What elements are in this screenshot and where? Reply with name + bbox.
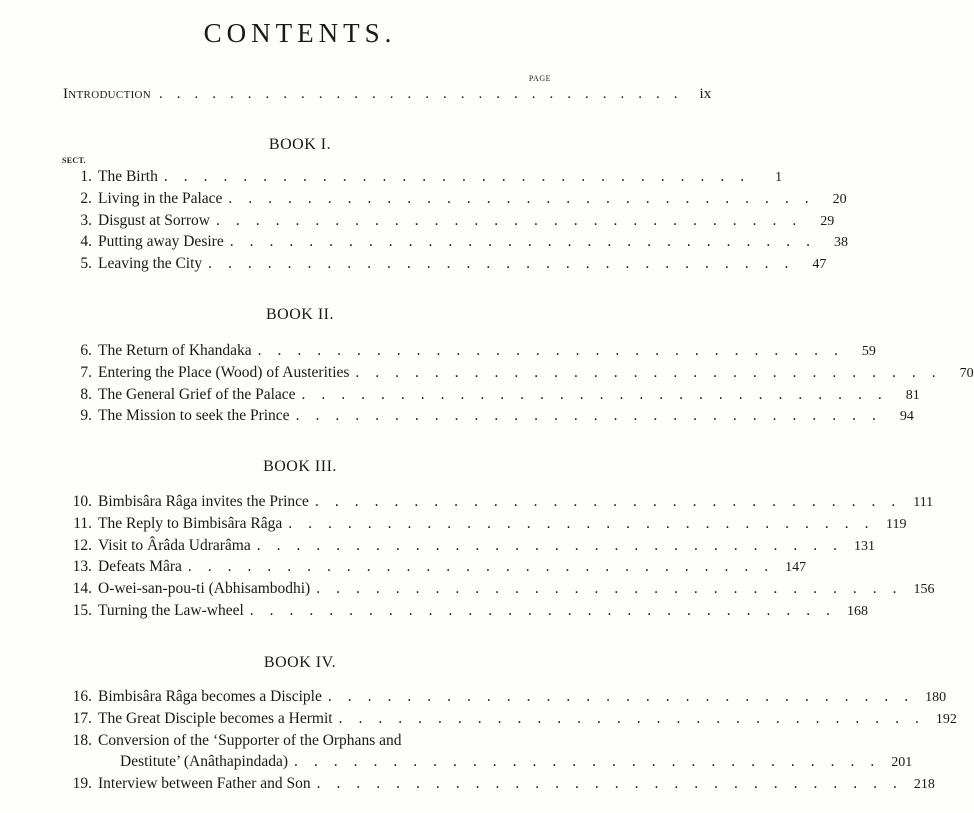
entry-title: Visit to Ârâda Udrarâma — [98, 536, 251, 554]
toc-entry[interactable] — [62, 166, 783, 188]
toc-entry[interactable] — [62, 231, 848, 253]
entry-title: Interview between Father and Son — [98, 775, 311, 793]
dot-leader: .............................. — [249, 601, 847, 619]
toc-entry[interactable] — [62, 708, 957, 730]
entry-page: 20 — [832, 191, 847, 207]
entry-title: Living in the Palace — [98, 189, 223, 207]
entry-title: The Reply to Bimbisâra Râga — [98, 514, 283, 532]
book-3-entries — [62, 491, 935, 622]
entry-title: Turning the Law-wheel — [98, 601, 244, 619]
dot-leader: .............................. — [208, 255, 805, 273]
toc-entry[interactable] — [62, 405, 914, 427]
dot-leader: .............................. — [314, 493, 912, 510]
dot-leader: .............................. — [338, 709, 935, 727]
toc-entry[interactable] — [62, 384, 920, 406]
entry-number: 10. — [72, 493, 92, 510]
dot-leader: .............................. — [228, 189, 825, 207]
toc-entry[interactable] — [62, 730, 550, 752]
section-column-label: SECT. — [62, 156, 86, 165]
entry-number: 7. — [80, 363, 92, 381]
entry-number: 14. — [72, 580, 92, 598]
toc-entry[interactable] — [62, 362, 974, 384]
entry-number: 8. — [80, 385, 92, 403]
entry-number: 5. — [80, 255, 92, 273]
entry-title: Destitute’ (Anâthapindada) — [120, 753, 288, 771]
dot-leader: .............................. — [355, 363, 952, 381]
dot-leader: .............................. — [163, 168, 761, 185]
entry-page: 81 — [905, 387, 920, 403]
book-4-entries — [62, 686, 957, 795]
entry-page: 180 — [925, 690, 947, 705]
entry-title: The General Grief of the Palace — [98, 385, 296, 403]
page-title: CONTENTS. — [203, 18, 397, 48]
toc-entry-introduction[interactable] — [63, 86, 712, 103]
entry-page: 131 — [853, 538, 875, 554]
dot-leader: .............................. — [229, 233, 826, 251]
book-heading: BOOK IV. — [263, 654, 337, 671]
toc-entry[interactable] — [62, 600, 869, 622]
toc-entry[interactable] — [62, 188, 847, 210]
entry-page: 111 — [913, 495, 934, 510]
book-2-entries — [62, 340, 974, 427]
entry-page: 1 — [775, 170, 783, 185]
entry-page: 147 — [785, 560, 807, 576]
entry-page: 192 — [935, 711, 957, 727]
entry-number: 1. — [80, 168, 92, 185]
page-column-label: PAGE — [528, 74, 551, 83]
entry-title: Entering the Place (Wood) of Austerities — [98, 363, 350, 381]
dot-leader: .............................. — [294, 753, 891, 771]
book-heading: BOOK I. — [268, 136, 332, 153]
toc-entry[interactable] — [62, 556, 807, 578]
toc-entry[interactable] — [62, 491, 934, 513]
entry-number: 16. — [72, 688, 92, 705]
entry-number: 11. — [73, 514, 92, 532]
entry-number: 3. — [80, 211, 92, 229]
entry-number: 12. — [72, 536, 92, 554]
entry-page: 218 — [913, 777, 935, 793]
toc-entry[interactable] — [62, 513, 907, 535]
entry-page: 168 — [847, 603, 869, 619]
toc-entry[interactable] — [62, 253, 827, 275]
toc-entry[interactable] — [62, 340, 876, 362]
entry-title: Conversion of the ‘Supporter of the Orphans and — [98, 731, 402, 749]
toc-entry-continuation[interactable] — [62, 751, 913, 773]
entry-title: The Return of Khandaka — [98, 342, 252, 359]
entry-title: Leaving the City — [98, 255, 203, 273]
entry-number: 17. — [72, 709, 92, 727]
entry-title: O-wei-san-pou-ti (Abhisambodhi) — [98, 580, 311, 598]
dot-leader: .............................. — [295, 407, 892, 425]
entry-page: 47 — [812, 257, 827, 273]
entry-title: Bimbisâra Râga becomes a Disciple — [98, 688, 322, 705]
entry-page: 156 — [913, 582, 935, 598]
entry-page: 70 — [959, 365, 974, 381]
dot-leader: .............................. — [187, 558, 785, 576]
dot-leader: .............................. — [215, 211, 813, 229]
book-heading: BOOK III. — [263, 458, 337, 475]
entry-title: Defeats Mâra — [98, 558, 182, 576]
toc-entry[interactable] — [62, 686, 947, 708]
entry-number: 18. — [72, 731, 92, 749]
dot-leader: .............................. — [327, 688, 925, 705]
entry-title: The Birth — [98, 168, 158, 185]
entry-page: 29 — [820, 213, 835, 229]
book-1-entries — [62, 166, 848, 275]
entry-page: 201 — [891, 755, 913, 771]
entry-number: 6. — [80, 342, 92, 359]
entry-number: 15. — [72, 601, 92, 619]
entry-number: 13. — [72, 558, 92, 576]
entry-page: 38 — [833, 235, 848, 251]
book-heading: BOOK II. — [266, 306, 334, 323]
toc-entry[interactable] — [62, 773, 935, 795]
dot-leader: .............................. — [256, 536, 853, 554]
entry-number: 9. — [80, 407, 92, 425]
dot-leader: .............................. — [316, 580, 913, 598]
entry-page: ix — [699, 86, 712, 102]
entry-title: Disgust at Sorrow — [98, 211, 210, 229]
entry-title: Introduction — [63, 86, 152, 102]
toc-entry[interactable] — [62, 535, 875, 557]
entry-page: 59 — [861, 344, 876, 359]
toc-entry[interactable] — [62, 210, 835, 232]
entry-number: 19. — [72, 775, 92, 793]
entry-title: The Great Disciple becomes a Hermit — [98, 709, 333, 727]
entry-page: 94 — [899, 409, 914, 425]
dot-leader: .............................. — [159, 86, 692, 102]
toc-entry[interactable] — [62, 578, 935, 600]
dot-leader: .............................. — [257, 342, 854, 359]
entry-page: 119 — [886, 516, 907, 532]
entry-title: Bimbisâra Râga invites the Prince — [98, 493, 309, 510]
dot-leader: .............................. — [301, 385, 898, 403]
entry-title: The Mission to seek the Prince — [98, 407, 290, 425]
entry-number: 4. — [80, 233, 92, 251]
dot-leader: .............................. — [316, 775, 913, 793]
dot-leader: .............................. — [288, 514, 885, 532]
entry-title: Putting away Desire — [98, 233, 224, 251]
entry-number: 2. — [80, 189, 92, 207]
